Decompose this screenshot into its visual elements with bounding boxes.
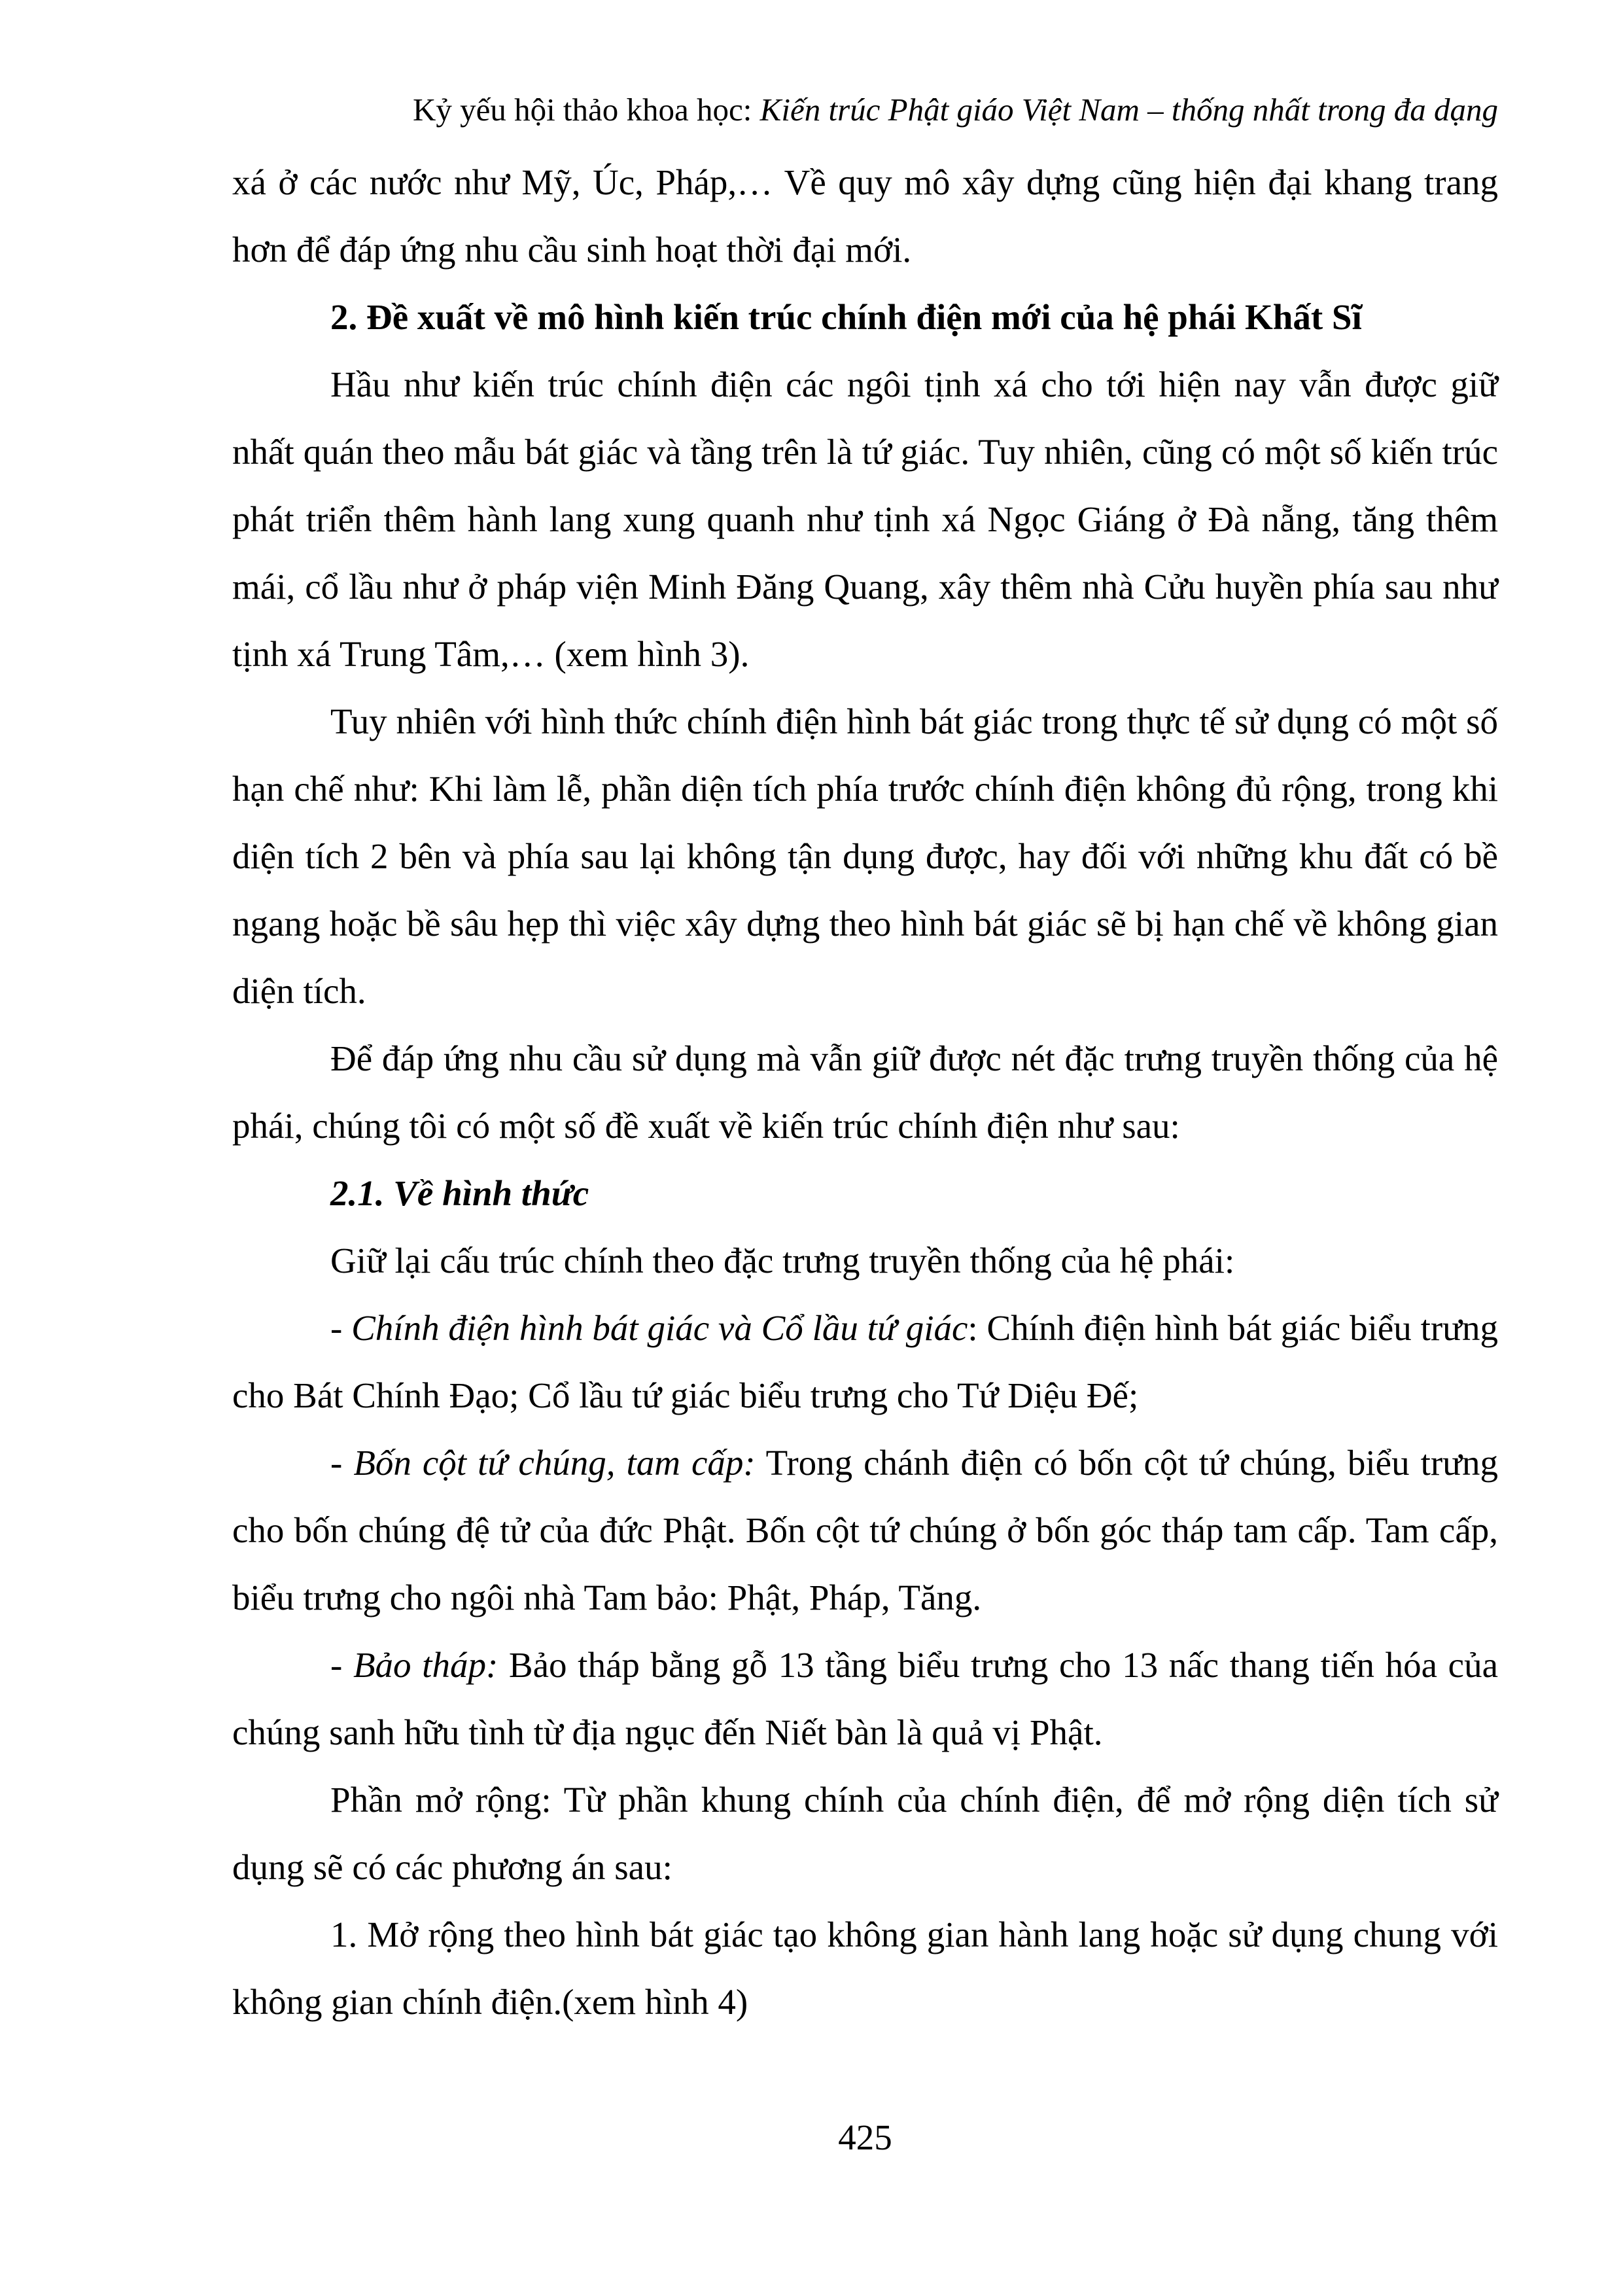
text-run: Giữ lại cấu trúc chính theo đặc trưng truyền thống của hệ phái: bbox=[330, 1241, 1235, 1280]
text-run: - bbox=[330, 1443, 354, 1483]
text-run: Trong chánh điện có bốn cột tứ chúng, biểu trưng cho bốn chúng đệ tử của đức Phật. Bốn cột tứ chúng ở bốn góc tháp tam cấp. Tam cấp, biểu trưng cho ngôi nhà Tam bảo: Phật, Pháp, Tăng. bbox=[232, 1443, 1498, 1617]
paragraph bbox=[232, 149, 1498, 283]
paragraph bbox=[232, 1766, 1498, 1901]
text-run: Tuy nhiên với hình thức chính điện hình bát giác trong thực tế sử dụng có một số hạn chế như: Khi làm lễ, phần diện tích phía trước chính điện không đủ rộng, trong khi diện tích 2 bên và phía sau lại không tận dụng được, hay đối với những khu đất có bề ngang hoặc bề sâu hẹp thì việc xây dựng theo hình bát giác sẽ bị hạn chế về không gian diện tích. bbox=[232, 701, 1498, 1011]
paragraph bbox=[232, 351, 1498, 688]
text-run: Bảo tháp bằng gỗ 13 tầng biểu trưng cho 13 nấc thang tiến hóa của chúng sanh hữu tình từ địa ngục đến Niết bàn là quả vị Phật. bbox=[232, 1645, 1498, 1752]
text-run: 2. Đề xuất về mô hình kiến trúc chính điện mới của hệ phái Khất Sĩ bbox=[330, 297, 1362, 337]
text-run: - bbox=[330, 1308, 352, 1348]
text-run: - bbox=[330, 1645, 353, 1685]
page-number: 425 bbox=[838, 2117, 892, 2157]
text-run: Hầu như kiến trúc chính điện các ngôi tịnh xá cho tới hiện nay vẫn được giữ nhất quán theo mẫu bát giác và tầng trên là tứ giác. Tuy nhiên, cũng có một số kiến trúc phát triển thêm hành lang xung quanh như tịnh xá Ngọc Giáng ở Đà nẵng, tăng thêm mái, cổ lầu như ở pháp viện Minh Đăng Quang, xây thêm nhà Cửu huyền phía sau như tịnh xá Trung Tâm,… (xem hình 3). bbox=[232, 364, 1498, 674]
paragraph bbox=[232, 1227, 1498, 1294]
subsection-heading bbox=[232, 1159, 1498, 1227]
paragraph bbox=[232, 688, 1498, 1025]
section-heading bbox=[232, 283, 1498, 351]
text-run: 2.1. Về hình thức bbox=[330, 1173, 589, 1213]
text-run: xá ở các nước như Mỹ, Úc, Pháp,… Về quy mô xây dựng cũng hiện đại khang trang hơn để đáp ứng nhu cầu sinh hoạt thời đại mới. bbox=[232, 162, 1498, 270]
running-header-prefix: Kỷ yếu hội thảo khoa học: bbox=[412, 92, 760, 128]
text-run: Bốn cột tứ chúng, tam cấp: bbox=[353, 1443, 756, 1483]
paragraph bbox=[232, 1901, 1498, 2036]
text-run: 1. Mở rộng theo hình bát giác tạo không gian hành lang hoặc sử dụng chung với không gian chính điện.(xem hình 4) bbox=[232, 1915, 1498, 2022]
paragraph bbox=[232, 1429, 1498, 1631]
text-run: Để đáp ứng nhu cầu sử dụng mà vẫn giữ được nét đặc trưng truyền thống của hệ phái, chúng tôi có một số đề xuất về kiến trúc chính điện như sau: bbox=[232, 1038, 1498, 1146]
paragraph bbox=[232, 1025, 1498, 1159]
running-header bbox=[232, 90, 1498, 130]
text-run: Chính điện hình bát giác và Cổ lầu tứ giác bbox=[351, 1308, 968, 1348]
text-run: : Chính điện hình bát giác biểu trưng cho Bát Chính Đạo; Cổ lầu tứ giác biểu trưng cho Tứ Diệu Đế; bbox=[232, 1308, 1498, 1415]
text-run: Bảo tháp: bbox=[353, 1645, 498, 1685]
paragraph bbox=[232, 1294, 1498, 1429]
document-body bbox=[232, 149, 1498, 2036]
paragraph bbox=[232, 1631, 1498, 1766]
text-run: Phần mở rộng: Từ phần khung chính của chính điện, để mở rộng diện tích sử dụng sẽ có các phương án sau: bbox=[232, 1780, 1498, 1887]
running-header-title: Kiến trúc Phật giáo Việt Nam – thống nhất trong đa dạng bbox=[759, 92, 1498, 128]
